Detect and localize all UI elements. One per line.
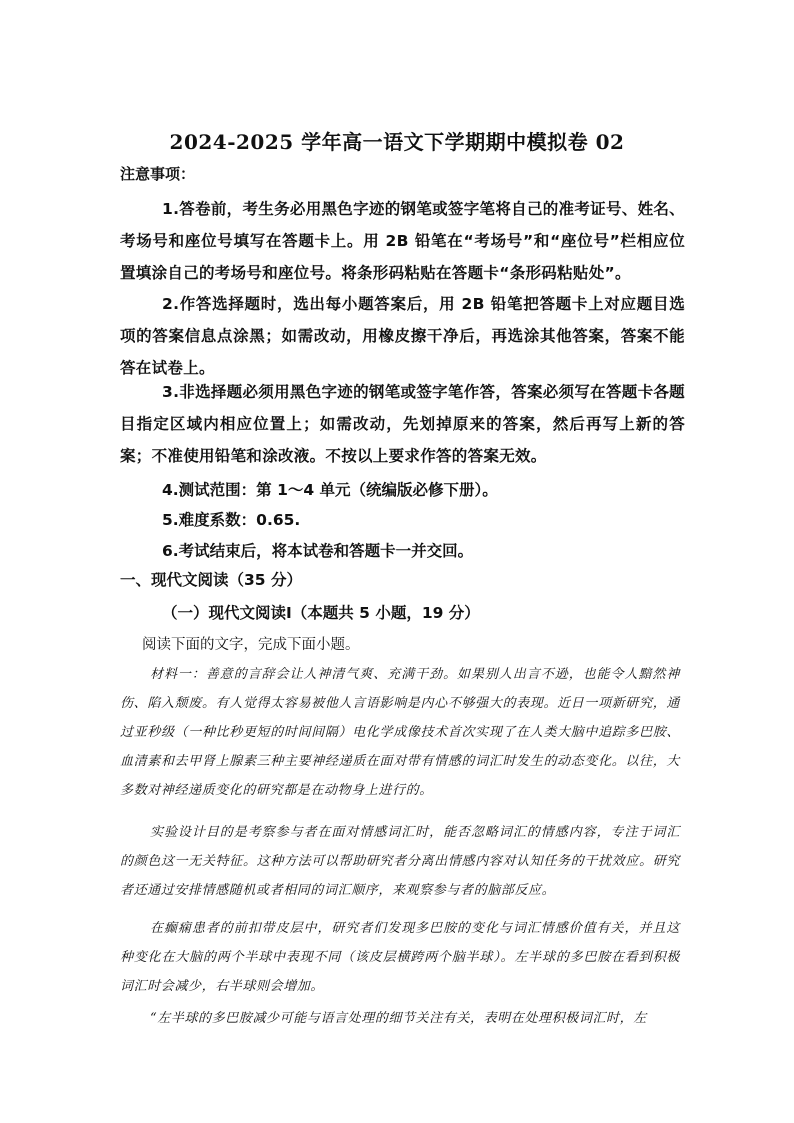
notice-item-5: 5.难度系数：0.65. <box>162 511 301 529</box>
material-paragraph-3: 在癫痫患者的前扣带皮层中，研究者们发现多巴胺的变化与词汇情感价值有关，并且这种变化在大脑的两个半球中表现不同（该皮层横跨两个脑半球）。左半球的多巴胺在看到积极词汇时会减少，右半球则会增加。 <box>120 921 680 994</box>
exam-title: 2024-2025 学年高一语文下学期期中模拟卷 02 <box>169 130 625 154</box>
notice-item-2: 2.作答选择题时，选出每小题答案后，用 2B 铅笔把答题卡上对应题目选项的答案信息点涂黑；如需改动，用橡皮擦干净后，再选涂其他答案，答案不能答在试卷上。 <box>120 295 685 377</box>
reading-instruction: 阅读下面的文字，完成下面小题。 <box>142 637 360 653</box>
notice-item-1: 1.答卷前，考生务必用黑色字迹的钢笔或签字笔将自己的准考证号、姓名、考场号和座位号填写在答题卡上。用 2B 铅笔在“考场号”和“座位号”栏相应位置填涂自己的考场号和座位号。将条形码粘贴在答题卡“条形码粘贴处”。 <box>120 200 685 282</box>
material-paragraph-1: 材料一：善意的言辞会让人神清气爽、充满干劲。如果别人出言不逊，也能令人黯然神伤、陷入颓废。有人觉得太容易被他人言语影响是内心不够强大的表现。近日一项新研究，通过亚秒级（一种比秒更短的时间间隔）电化学成像技术首次实现了在人类大脑中追踪多巴胺、血清素和去甲肾上腺素三种主要神经递质在面对带有情感的词汇时发生的动态变化。以往，大多数对神经递质变化的研究都是在动物身上进行的。 <box>120 667 680 798</box>
notice-item-4: 4.测试范围：第 1～4 单元（统编版必修下册）。 <box>162 481 498 499</box>
notice-item-3: 3.非选择题必须用黑色字迹的钢笔或签字笔作答，答案必须写在答题卡各题目指定区域内相应位置上；如需改动，先划掉原来的答案，然后再写上新的答案；不准使用铅笔和涂改液。不按以上要求作答的答案无效。 <box>120 383 685 465</box>
material-paragraph-2: 实验设计目的是考察参与者在面对情感词汇时，能否忽略词汇的情感内容，专注于词汇的颜色这一无关特征。这种方法可以帮助研究者分离出情感内容对认知任务的干扰效应。研究者还通过安排情感随机或者相同的词汇顺序，来观察参与者的脑部反应。 <box>120 825 680 898</box>
material-paragraph-4: “左半球的多巴胺减少可能与语言处理的细节关注有关，表明在处理积极词汇时，左 <box>150 1011 647 1026</box>
notice-heading: 注意事项： <box>120 165 196 183</box>
notice-item-6: 6.考试结束后，将本试卷和答题卡一并交回。 <box>162 542 474 560</box>
section-heading: 一、现代文阅读（35 分） <box>120 571 302 589</box>
subsection-heading: （一）现代文阅读Ⅰ（本题共 5 小题，19 分） <box>162 604 480 622</box>
